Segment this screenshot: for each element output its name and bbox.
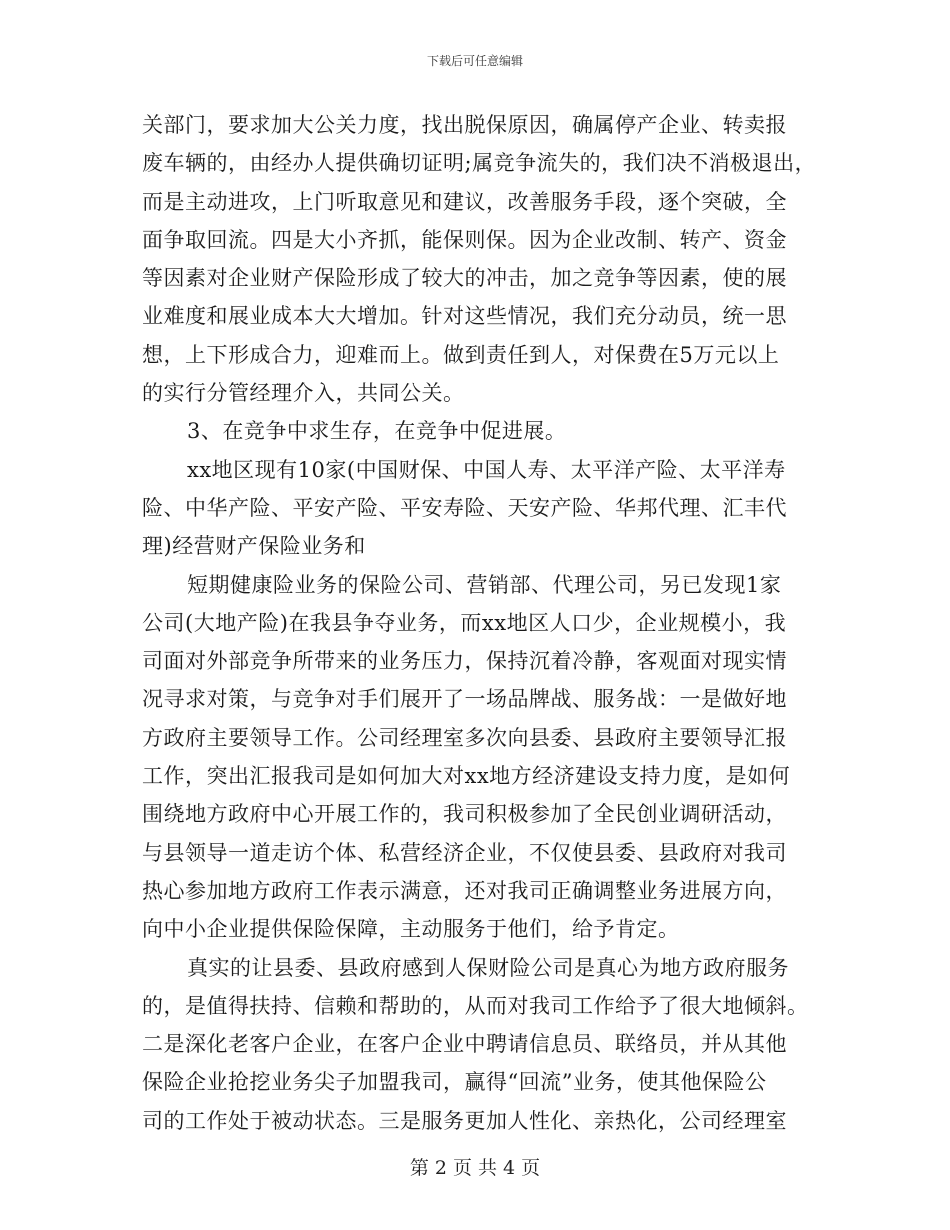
text-line: 热心参加地方政府工作表示满意，还对我司正确调整业务进展方向， <box>142 878 787 903</box>
page-number-footer: 第 2 页 共 4 页 <box>409 1157 541 1179</box>
text-line: xx地区现有10家(中国财保、中国人寿、太平洋产险、太平洋寿 <box>187 457 786 482</box>
text-line: 想，上下形成合力，迎难而上。做到责任到人，对保费在5万元以上 <box>142 342 780 367</box>
page-header-note: 下载后可任意编辑 <box>426 54 523 68</box>
text-line: 真实的让县委、县政府感到人保财险公司是真心为地方政府服务 <box>187 955 789 980</box>
text-line: 方政府主要领导工作。公司经理室多次向县委、县政府主要领导汇报 <box>142 725 787 750</box>
text-line: 理)经营财产保险业务和 <box>142 534 366 559</box>
text-line: 二是深化老客户企业，在客户企业中聘请信息员、联络员，并从其他 <box>142 1032 787 1057</box>
text-line: 与县领导一道走访个体、私营经济企业，不仅使县委、县政府对我司 <box>142 840 787 865</box>
text-line: 围绕地方政府中心开展工作的，我司积极参加了全民创业调研活动， <box>142 802 787 827</box>
text-line: 而是主动进攻，上门听取意见和建议，改善服务手段，逐个突破，全 <box>142 189 787 214</box>
text-line: 废车辆的，由经办人提供确切证明;属竞争流失的，我们决不消极退出， <box>142 151 817 176</box>
text-line: 司面对外部竞争所带来的业务压力，保持沉着冷静，客观面对现实情 <box>142 649 787 674</box>
text-line: 的，是值得扶持、信赖和帮助的，从而对我司工作给予了很大地倾斜。 <box>142 993 809 1018</box>
text-line: 司的工作处于被动状态。三是服务更加人性化、亲热化，公司经理室 <box>142 1108 787 1133</box>
text-line: 面争取回流。四是大小齐抓，能保则保。因为企业改制、转产、资金 <box>142 227 787 252</box>
text-line: 况寻求对策，与竞争对手们展开了一场品牌战、服务战：一是做好地 <box>142 687 787 712</box>
text-line: 3、在竞争中求生存，在竞争中促进展。 <box>187 419 567 444</box>
document-body <box>142 106 822 1140</box>
text-line: 公司(大地产险)在我县争夺业务，而xx地区人口少，企业规模小，我 <box>142 610 787 635</box>
text-line: 工作，突出汇报我司是如何加大对xx地方经济建设支持力度，是如何 <box>142 764 791 789</box>
text-line: 业难度和展业成本大大增加。针对这些情况，我们充分动员，统一思 <box>142 304 787 329</box>
text-line: 的实行分管经理介入，共同公关。 <box>142 381 465 406</box>
text-line: 向中小企业提供保险保障，主动服务于他们，给予肯定。 <box>142 917 680 942</box>
text-line: 保险企业抢挖业务尖子加盟我司，赢得“回流”业务，使其他保险公 <box>142 1070 767 1095</box>
text-line: 关部门，要求加大公关力度，找出脱保原因，确属停产企业、转卖报 <box>142 113 787 137</box>
text-line: 险、中华产险、平安产险、平安寿险、天安产险、华邦代理、汇丰代 <box>142 495 787 520</box>
text-line: 短期健康险业务的保险公司、营销部、代理公司，另已发现1家 <box>187 572 782 597</box>
text-line: 等因素对企业财产保险形成了较大的冲击，加之竞争等因素，使的展 <box>142 266 787 291</box>
